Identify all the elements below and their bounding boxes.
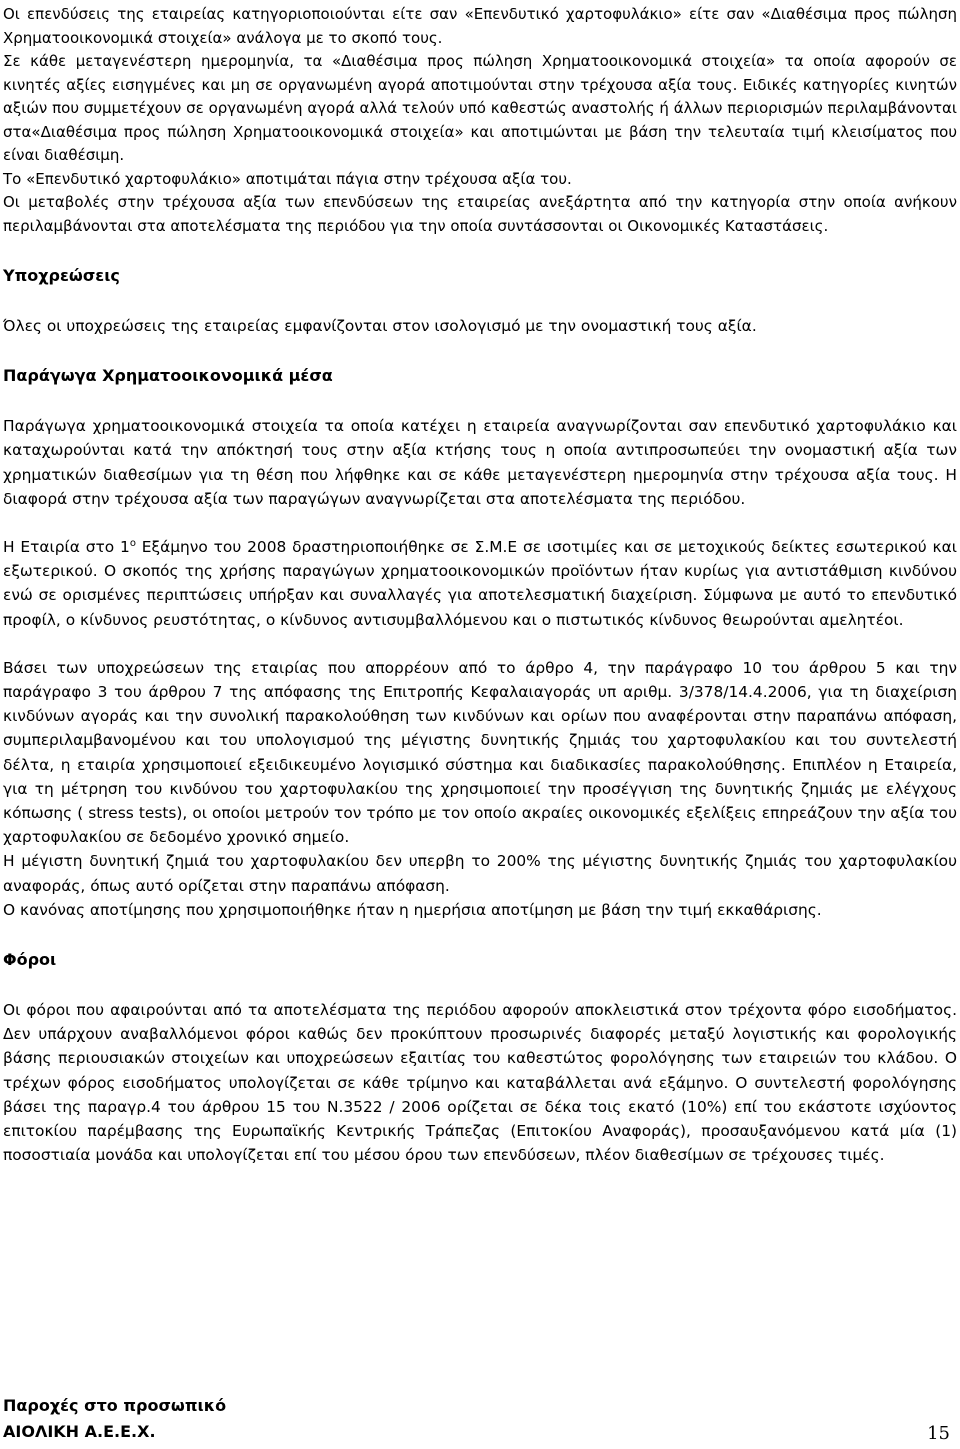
paragraph-liabilities: Όλες οι υποχρεώσεις της εταιρείας εμφανίζονται στον ισολογισμό με την ονομαστική τους αξία.	[3, 317, 757, 335]
paragraph-available-for-sale-valuation: Σε κάθε μεταγενέστερη ημερομηνία, τα «Διαθέσιμα προς πώληση Χρηματοοικονομικά στοιχεία» τα οποία αφορούν σε κινητές αξίες εισηγμένες και μη σε οργανωμένη αγορά αποτιμούνται στην τρέχουσα αξία τους. Ειδικές κατηγορίες κινητών αξιών που συμμετέχουν σε οργανωμένη αγορά αλλά τελούν υπό καθεστώς αναστολής ή άλλων περιορισμών περιλαμβάνονται στα«Διαθέσιμα προς πώληση Χρηματοοικονομικά στοιχεία» και αποτιμώνται με βάση την τελευταία τιμή κλεισίματος που είναι διαθέσιμη.	[3, 52, 957, 164]
paragraph-derivatives-activity: Η Εταιρία στο $1^o$ Εξάμηνο του 2008 δραστηριοποιήθηκε σε Σ.Μ.Ε σε ισοτιμίες και σε μετοχικούς δείκτες εσωτερικού και εξωτερικού. Ο σκοπός της χρήσης παραγώγων χρηματοοικονομικών προϊόντων ήταν κυρίως για αντιστάθμιση κινδύνου ενώ σε ορισμένες περιπτώσεις υπήρξαν και συναλλαγές για αποτελεσματική διαχείριση. Σύμφωνα με αυτό το επενδυτικό προφίλ, ο κίνδυνος ρευστότητας, ο κίνδυνος αντισυμβαλλόμενου και ο πιστωτικός κίνδυνος θεωρούνται αμελητέοι.	[3, 538, 957, 629]
paragraph-investment-portfolio-valuation: Το «Επενδυτικό χαρτοφυλάκιο» αποτιμάται πάγια στην τρέχουσα αξία του.	[3, 169, 572, 188]
heading-employee-benefits: Παροχές στο προσωπικό	[3, 1396, 227, 1415]
paragraph-derivatives-recognition: Παράγωγα χρηματοοικονομικά στοιχεία τα οποία κατέχει η εταιρεία αναγνωρίζονται σαν επενδυτικό χαρτοφυλάκιο και καταχωρούνται κατά την απόκτησή τους στην αξία κτήσης τους η οποία αντιπροσωπεύει την ονομαστική αξία των χρηματικών διαθεσίμων για τη θέση που λήφθηκε και σε κάθε μεταγενέστερη ημερομηνία στην τρέχουσα αξία τους. Η διαφορά στην τρέχουσα αξία των παραγώγων αναγνωρίζεται στα αποτελέσματα της περιόδου.	[3, 417, 957, 508]
paragraph-value-changes: Οι μεταβολές στην τρέχουσα αξία των επενδύσεων της εταιρείας ανεξάρτητα από την κατηγορία στην οποία ανήκουν περιλαμβάνονται στα αποτελέσματα της περιόδου για την οποία συντάσσονται οι Οικονομικές Καταστάσεις.	[3, 193, 957, 235]
paragraph-max-loss: Η μέγιστη δυνητική ζημιά του χαρτοφυλακίου δεν υπερβη το 200% της μέγιστης δυνητικής ζημιάς του χαρτοφυλακίου αναφοράς, όπως αυτό ορίζεται στην παραπάνω απόφαση.	[3, 852, 957, 895]
heading-derivatives: Παράγωγα Χρηματοοικονομικά μέσα	[3, 366, 333, 386]
paragraph-risk-management: Βάσει των υποχρεώσεων της εταιρίας που απορρέουν από το άρθρο 4, την παράγραφο 10 του άρθρου 5 και την παράγραφο 3 του άρθρου 7 της απόφασης της Επιτροπής Κεφαλαιαγοράς υπ αριθμ. 3/378/14.4.2006, για τη διαχείριση κινδύνων αγοράς και την συνολική παρακολούθηση των κινδύνων και ορίων που αναφέρονται στην παραπάνω απόφαση, συμπεριλαμβανομένου και του υπολογισμού της μέγιστης δυνητικής ζημιάς του χαρτοφυλακίου και του συντελεστή δέλτα, η εταιρία χρησιμοποιεί εξειδικευμένο λογισμικό σύστημα και διαδικασίες παρακολούθησης. Επιπλέον η Εταιρεία, για τη μέτρηση του κινδύνου του χαρτοφυλακίου της χρησιμοποιεί την προσέγγιση της δυνητικής ζημιάς με ελέγχους κόπωσης ( stress tests), οι οποίοι μετρούν τον τρόπο με τον οποίο ακραίες οικονομικές εξελίξεις επηρεάζουν την αξία του χαρτοφυλακίου σε δεδομένο χρονικό σημείο.	[3, 658, 957, 847]
heading-liabilities: Υποχρεώσεις	[3, 266, 120, 285]
paragraph-valuation-rule: Ο κανόνας αποτίμησης που χρησιμοποιήθηκε ήταν η ημερήσια αποτίμηση με βάση την τιμή εκκαθάρισης.	[3, 900, 822, 919]
page-footer	[3, 1418, 950, 1444]
page-number: 15	[927, 1423, 950, 1444]
document-body	[3, 3, 957, 1167]
paragraph-investment-classification: Οι επενδύσεις της εταιρείας κατηγοριοποιούνται είτε σαν «Επενδυτικό χαρτοφυλάκιο» είτε σαν «Διαθέσιμα προς πώληση Χρηματοοικονομικά στοιχεία» ανάλογα με το σκοπό τους.	[3, 5, 957, 47]
paragraph-taxes: Οι φόροι που αφαιρούνται από τα αποτελέσματα της περιόδου αφορούν αποκλειστικά στον τρέχοντα φόρο εισοδήματος. Δεν υπάρχουν αναβαλλόμενοι φόροι καθώς δεν προκύπτουν προσωρινές διαφορές μεταξύ λογιστικής και φορολογικής βάσης περιουσιακών στοιχείων και υποχρεώσεων εξαιτίας του καθεστώτος φορολόγησης των εταιρειών του κλάδου. Ο τρέχων φόρος εισοδήματος υπολογίζεται σε κάθε τρίμηνο και καταβάλλεται ανά εξάμηνο. Ο συντελεστή φορολόγησης βάσει της παραγρ.4 του άρθρου 15 του Ν.3522 / 2006 ορίζεται σε δέκα τοις εκατό (10%) επί του εκάστοτε ισχύοντος επιτοκίου παρέμβασης της Ευρωπαϊκής Κεντρικής Τράπεζας (Επιτοκίου Αναφοράς), προσαυξανόμενου κατά μία (1) ποσοστιαία μονάδα και υπολογίζεται επί του μέσου όρου των επενδύσεων, πλέον διαθεσίμων σε τρέχουσες τιμές.	[3, 1001, 957, 1165]
ordinal-superscript: ο	[129, 538, 136, 550]
footer-company-name: ΑΙΟΛΙΚΗ Α.Ε.Ε.Χ.	[3, 1422, 156, 1441]
heading-taxes: Φόροι	[3, 950, 57, 970]
